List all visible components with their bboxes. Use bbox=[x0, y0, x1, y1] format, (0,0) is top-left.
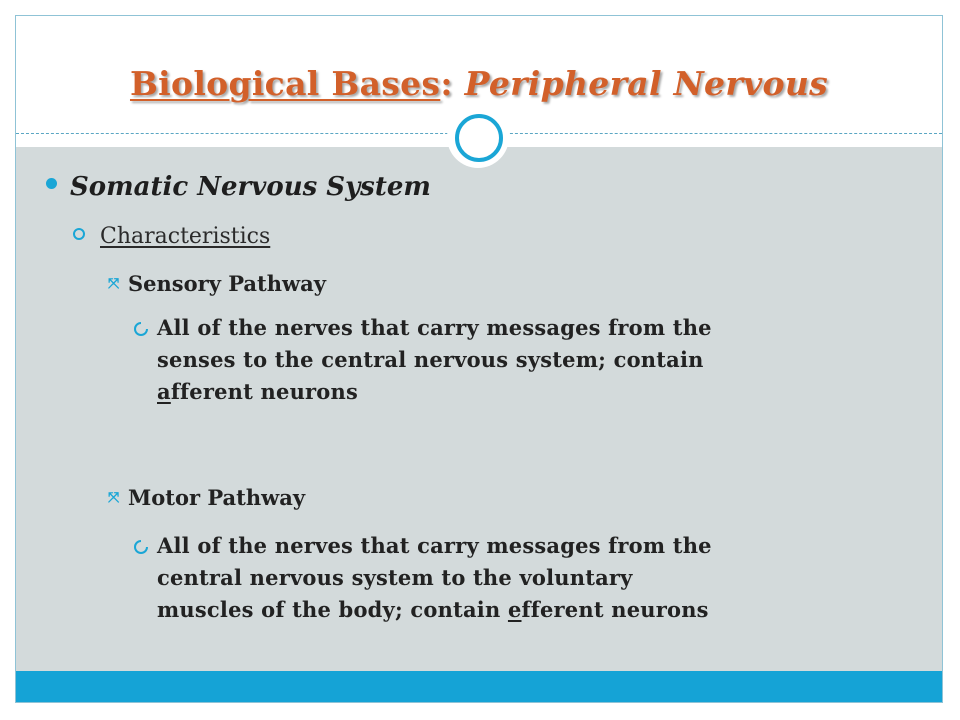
sensory-line-1: All of the nerves that carry messages from the bbox=[157, 315, 712, 340]
sensory-underlined-letter: a bbox=[157, 379, 171, 404]
motor-line-2: central nervous system to the voluntary bbox=[157, 565, 633, 590]
bullet-somatic: Somatic Nervous System bbox=[70, 172, 431, 202]
title-part-underlined: Biological Bases bbox=[129, 64, 441, 103]
title-part-italic: Peripheral Nervous bbox=[464, 64, 828, 103]
title-colon: : bbox=[440, 64, 465, 103]
bullet-arrows-icon: ⤧ bbox=[108, 490, 120, 506]
motor-underlined-letter: e bbox=[507, 597, 522, 622]
sensory-line-3 bbox=[157, 376, 712, 408]
bullet-ring-icon bbox=[73, 228, 85, 240]
sensory-description bbox=[157, 312, 712, 408]
sensory-line-2: senses to the central nervous system; contain bbox=[157, 347, 704, 372]
bottom-bar bbox=[16, 671, 942, 702]
sensory-heading: Sensory Pathway bbox=[128, 271, 326, 296]
divider-circle-icon bbox=[455, 114, 503, 162]
bullet-arrows-icon: ⤧ bbox=[108, 276, 120, 292]
sensory-line-3-rest: fferent neurons bbox=[170, 379, 359, 404]
bullet-characteristics: Characteristics bbox=[100, 224, 271, 249]
bullet-chain-icon bbox=[134, 540, 148, 554]
motor-line-3-rest: fferent neurons bbox=[521, 597, 709, 622]
slide-title bbox=[16, 64, 942, 103]
motor-line-3 bbox=[157, 594, 712, 626]
bullet-dot-icon bbox=[46, 178, 57, 189]
motor-line-3-pre: muscles of the body; contain bbox=[157, 597, 508, 622]
bullet-chain-icon bbox=[134, 322, 148, 336]
motor-line-1: All of the nerves that carry messages from the bbox=[157, 533, 712, 558]
motor-description bbox=[157, 530, 712, 626]
motor-heading: Motor Pathway bbox=[128, 485, 306, 510]
